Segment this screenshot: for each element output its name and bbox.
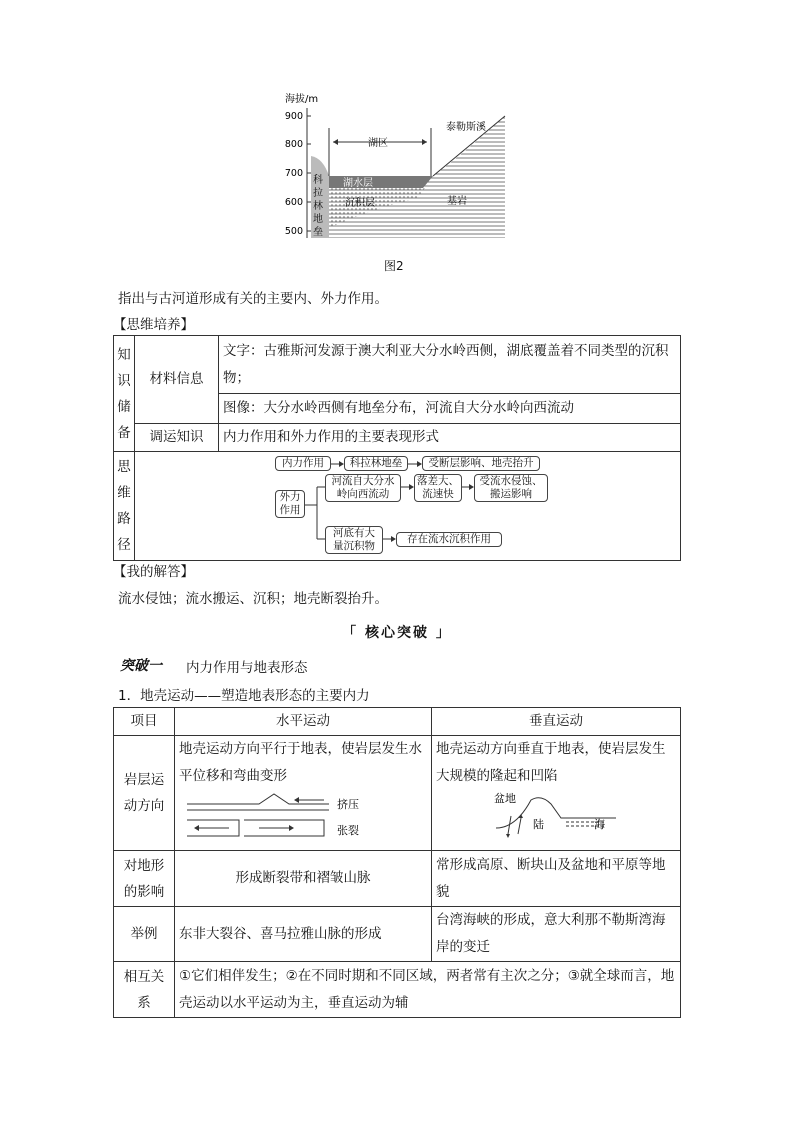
subheading: 1．地壳运动——塑造地表形态的主要内力 bbox=[118, 688, 370, 704]
horst-char: 拉 bbox=[313, 188, 323, 199]
breakthrough-badge: 突破一 bbox=[120, 658, 162, 674]
flow-sediment: 河底有大 量沉积物 bbox=[325, 526, 383, 554]
row-label: 举例 bbox=[114, 907, 175, 962]
flow-horst: 科拉林地垒 bbox=[344, 456, 408, 471]
sediment-layer-label: 沉积层 bbox=[345, 198, 375, 209]
header-vertical: 垂直运动 bbox=[432, 708, 681, 736]
y-tick: 900 bbox=[284, 111, 303, 122]
horizontal-movement-diagram bbox=[179, 790, 419, 840]
horizontal-impact-cell: 形成断裂带和褶皱山脉 bbox=[175, 851, 432, 907]
path-label: 思 维 路 径 bbox=[114, 452, 135, 561]
lake-area-label: 湖区 bbox=[368, 138, 388, 149]
horst-char: 地 bbox=[313, 214, 323, 225]
header-item: 项目 bbox=[114, 708, 175, 736]
horizontal-direction-cell: 地壳运动方向平行于地表，使岩层发生水平位移和弯曲变形 挤压 张裂 bbox=[175, 736, 432, 851]
basin-label: 盆地 bbox=[494, 792, 516, 805]
horizontal-example-cell: 东非大裂谷、喜马拉雅山脉的形成 bbox=[175, 907, 432, 962]
y-axis-label: 海拔/m bbox=[285, 94, 319, 105]
rift-label: 张裂 bbox=[337, 824, 359, 837]
flow-erosion: 受流水侵蚀、 搬运影响 bbox=[474, 474, 548, 502]
flow-diagram bbox=[135, 452, 675, 560]
flow-deposit: 存在流水沉积作用 bbox=[396, 532, 502, 547]
row-label: 岩层运 动方向 bbox=[114, 736, 175, 851]
y-tick: 800 bbox=[284, 139, 303, 150]
vertical-impact-cell: 常形成高原、断块山及盆地和平原等地貌 bbox=[432, 851, 681, 907]
section-title: 「 核心突破 」 bbox=[342, 625, 452, 641]
question-text: 指出与古河道形成有关的主要内、外力作用。 bbox=[118, 291, 388, 307]
horst-char: 林 bbox=[313, 201, 323, 212]
material-text-2: 图像：大分水岭西侧有地垒分布，河流自大分水岭向西流动 bbox=[219, 394, 681, 424]
lake-cross-section-figure bbox=[283, 88, 523, 256]
relationship-cell: ①它们相伴发生；②在不同时期和不同区域，两者常有主次之分；③就全球而言，地壳运动以水平运动为主，垂直运动为辅 bbox=[175, 962, 681, 1018]
y-tick: 700 bbox=[284, 168, 303, 179]
knowledge-label: 知 识 储 备 bbox=[114, 336, 135, 452]
thinking-table bbox=[113, 335, 681, 561]
my-answer-header: 【我的解答】 bbox=[113, 564, 194, 580]
thinking-header: 【思维培养】 bbox=[113, 317, 194, 333]
bedrock-label: 基岩 bbox=[447, 196, 467, 207]
crustal-movement-table bbox=[113, 707, 681, 1018]
figure-caption: 图2 bbox=[384, 259, 404, 273]
sea-label: 海 bbox=[594, 818, 605, 831]
header-horizontal: 水平运动 bbox=[175, 708, 432, 736]
flow-internal: 内力作用 bbox=[275, 456, 331, 471]
my-answer-text: 流水侵蚀；流水搬运、沉积；地壳断裂抬升。 bbox=[118, 591, 388, 607]
horst-char: 垒 bbox=[313, 227, 323, 238]
row-label: 对地形 的影响 bbox=[114, 851, 175, 907]
flow-external: 外力 作用 bbox=[275, 490, 305, 518]
recall-label: 调运知识 bbox=[135, 424, 219, 452]
land-label: 陆 bbox=[533, 818, 544, 831]
flow-drop: 落差大、 流速快 bbox=[414, 474, 462, 502]
y-tick: 500 bbox=[284, 226, 303, 237]
y-tick: 600 bbox=[284, 197, 303, 208]
squeeze-label: 挤压 bbox=[337, 798, 359, 811]
lake-layer-label: 湖水层 bbox=[343, 178, 373, 189]
flow-river: 河流自大分水 岭向西流动 bbox=[325, 474, 401, 502]
material-text-1: 文字：古雅斯河发源于澳大利亚大分水岭西侧，湖底覆盖着不同类型的沉积物； bbox=[219, 336, 681, 394]
flow-diagram-cell bbox=[135, 452, 681, 561]
material-label: 材料信息 bbox=[135, 336, 219, 424]
breakthrough-title: 内力作用与地表形态 bbox=[186, 660, 308, 676]
vertical-direction-cell: 地壳运动方向垂直于地表，使岩层发生大规模的隆起和凹陷 盆地 陆 海 bbox=[432, 736, 681, 851]
row-label: 相互关 系 bbox=[114, 962, 175, 1018]
vertical-movement-diagram bbox=[436, 790, 636, 840]
taylor-label: 泰勒斯溪 bbox=[446, 122, 486, 133]
horst-char: 科 bbox=[313, 175, 323, 186]
vertical-example-cell: 台湾海峡的形成，意大利那不勒斯湾海岸的变迁 bbox=[432, 907, 681, 962]
recall-text: 内力作用和外力作用的主要表现形式 bbox=[219, 424, 681, 452]
flow-fault: 受断层影响、地壳抬升 bbox=[422, 456, 540, 471]
